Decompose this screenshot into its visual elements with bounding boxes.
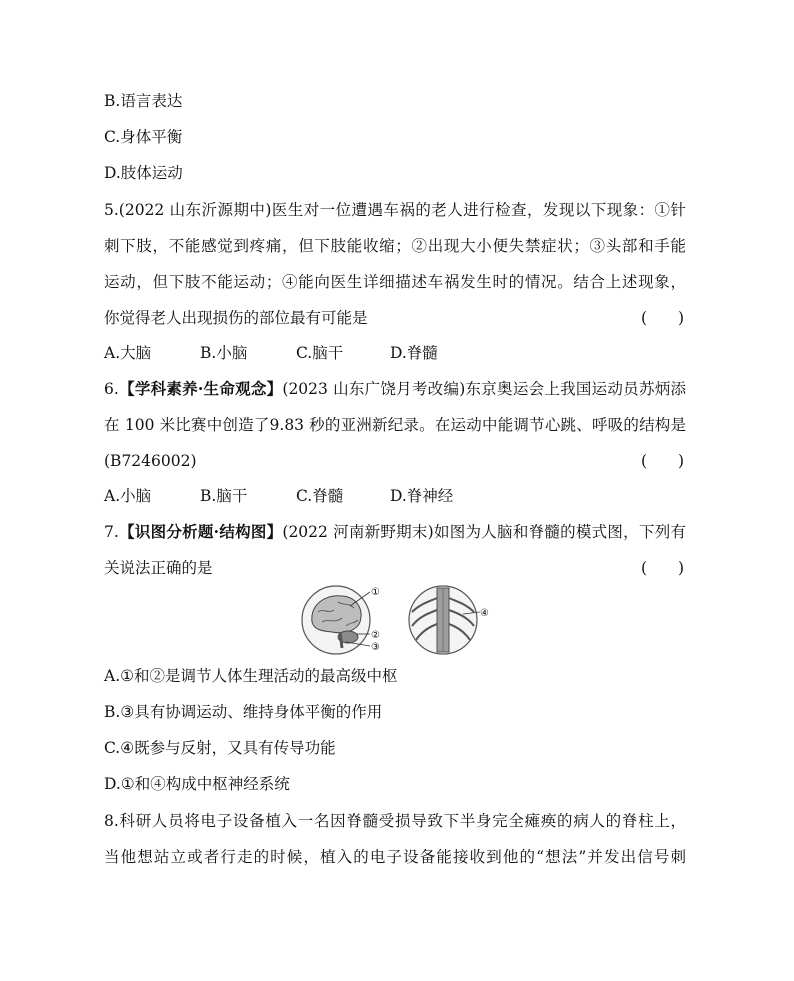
q7-answer-blank: ( ) <box>641 559 685 577</box>
q8-line-1: 8.科研人员将电子设备植入一名因脊髓受损导致下半身完全瘫痪的病人的脊柱上， <box>104 812 686 830</box>
q7-option-c: C.④既参与反射，又具有传导功能 <box>104 739 336 757</box>
q6-tag: 【学科素养·生命观念】 <box>118 379 283 398</box>
q6-line-1-text: (2023 山东广饶月考改编)东京奥运会上我国运动员苏炳添 <box>282 380 686 398</box>
q8-line-2: 当他想站立或者行走的时候，植入的电子设备能接收到他的“想法”并发出信号刺 <box>104 848 686 866</box>
q7-tag: 【识图分析题·结构图】 <box>118 522 283 541</box>
q6-option-a: A.小脑 <box>104 487 152 505</box>
q6-option-d: D.脊神经 <box>390 487 454 505</box>
q7-line-2: 关说法正确的是 <box>104 559 213 577</box>
q6-line-1 <box>104 379 686 399</box>
option-d-limb: D.肢体运动 <box>104 164 183 182</box>
q7-option-a: A.①和②是调节人体生理活动的最高级中枢 <box>104 667 398 685</box>
q5-answer-blank: ( ) <box>641 309 685 327</box>
q6-line-2: 在 100 米比赛中创造了9.83 秒的亚洲新纪录。在运动中能调节心跳、呼吸的结构是 <box>104 416 686 434</box>
label-2: ② <box>371 630 380 641</box>
q5-line-3: 运动，但下肢不能运动；④能向医生详细描述车祸发生时的情况。结合上述现象， <box>104 273 686 291</box>
q6-option-b: B.脑干 <box>200 487 248 505</box>
option-c-balance: C.身体平衡 <box>104 128 183 146</box>
q5-line-4: 你觉得老人出现损伤的部位最有可能是 <box>104 309 368 327</box>
q7-option-d: D.①和④构成中枢神经系统 <box>104 775 290 793</box>
q5-option-a: A.大脑 <box>104 344 152 362</box>
brain-diagram <box>302 586 370 654</box>
label-4: ④ <box>480 608 489 619</box>
q6-answer-blank: ( ) <box>641 452 685 470</box>
q7-line-1-text: (2022 河南新野期末)如图为人脑和脊髓的模式图，下列有 <box>282 523 686 541</box>
option-b-language: B.语言表达 <box>104 92 183 110</box>
q6-code: (B7246002) <box>104 452 197 470</box>
q5-option-c: C.脑干 <box>296 344 344 362</box>
q7-option-b: B.③具有协调运动、维持身体平衡的作用 <box>104 703 383 721</box>
q7-line-1 <box>104 522 686 542</box>
q6-number: 6. <box>104 380 119 398</box>
q5-option-d: D.脊髓 <box>390 344 438 362</box>
label-1: ① <box>371 587 380 598</box>
label-3: ③ <box>371 642 380 653</box>
q7-number: 7. <box>104 523 119 541</box>
q5-line-2: 刺下肢，不能感觉到疼痛，但下肢能收缩；②出现大小便失禁症状；③头部和手能 <box>104 237 686 255</box>
q5-line-1: 5.(2022 山东沂源期中)医生对一位遭遇车祸的老人进行检查，发现以下现象：①针 <box>104 201 686 219</box>
spinal-cord-diagram <box>409 586 480 654</box>
q5-option-b: B.小脑 <box>200 344 248 362</box>
brain-spinal-cord-figure <box>298 582 498 658</box>
q6-option-c: C.脊髓 <box>296 487 344 505</box>
